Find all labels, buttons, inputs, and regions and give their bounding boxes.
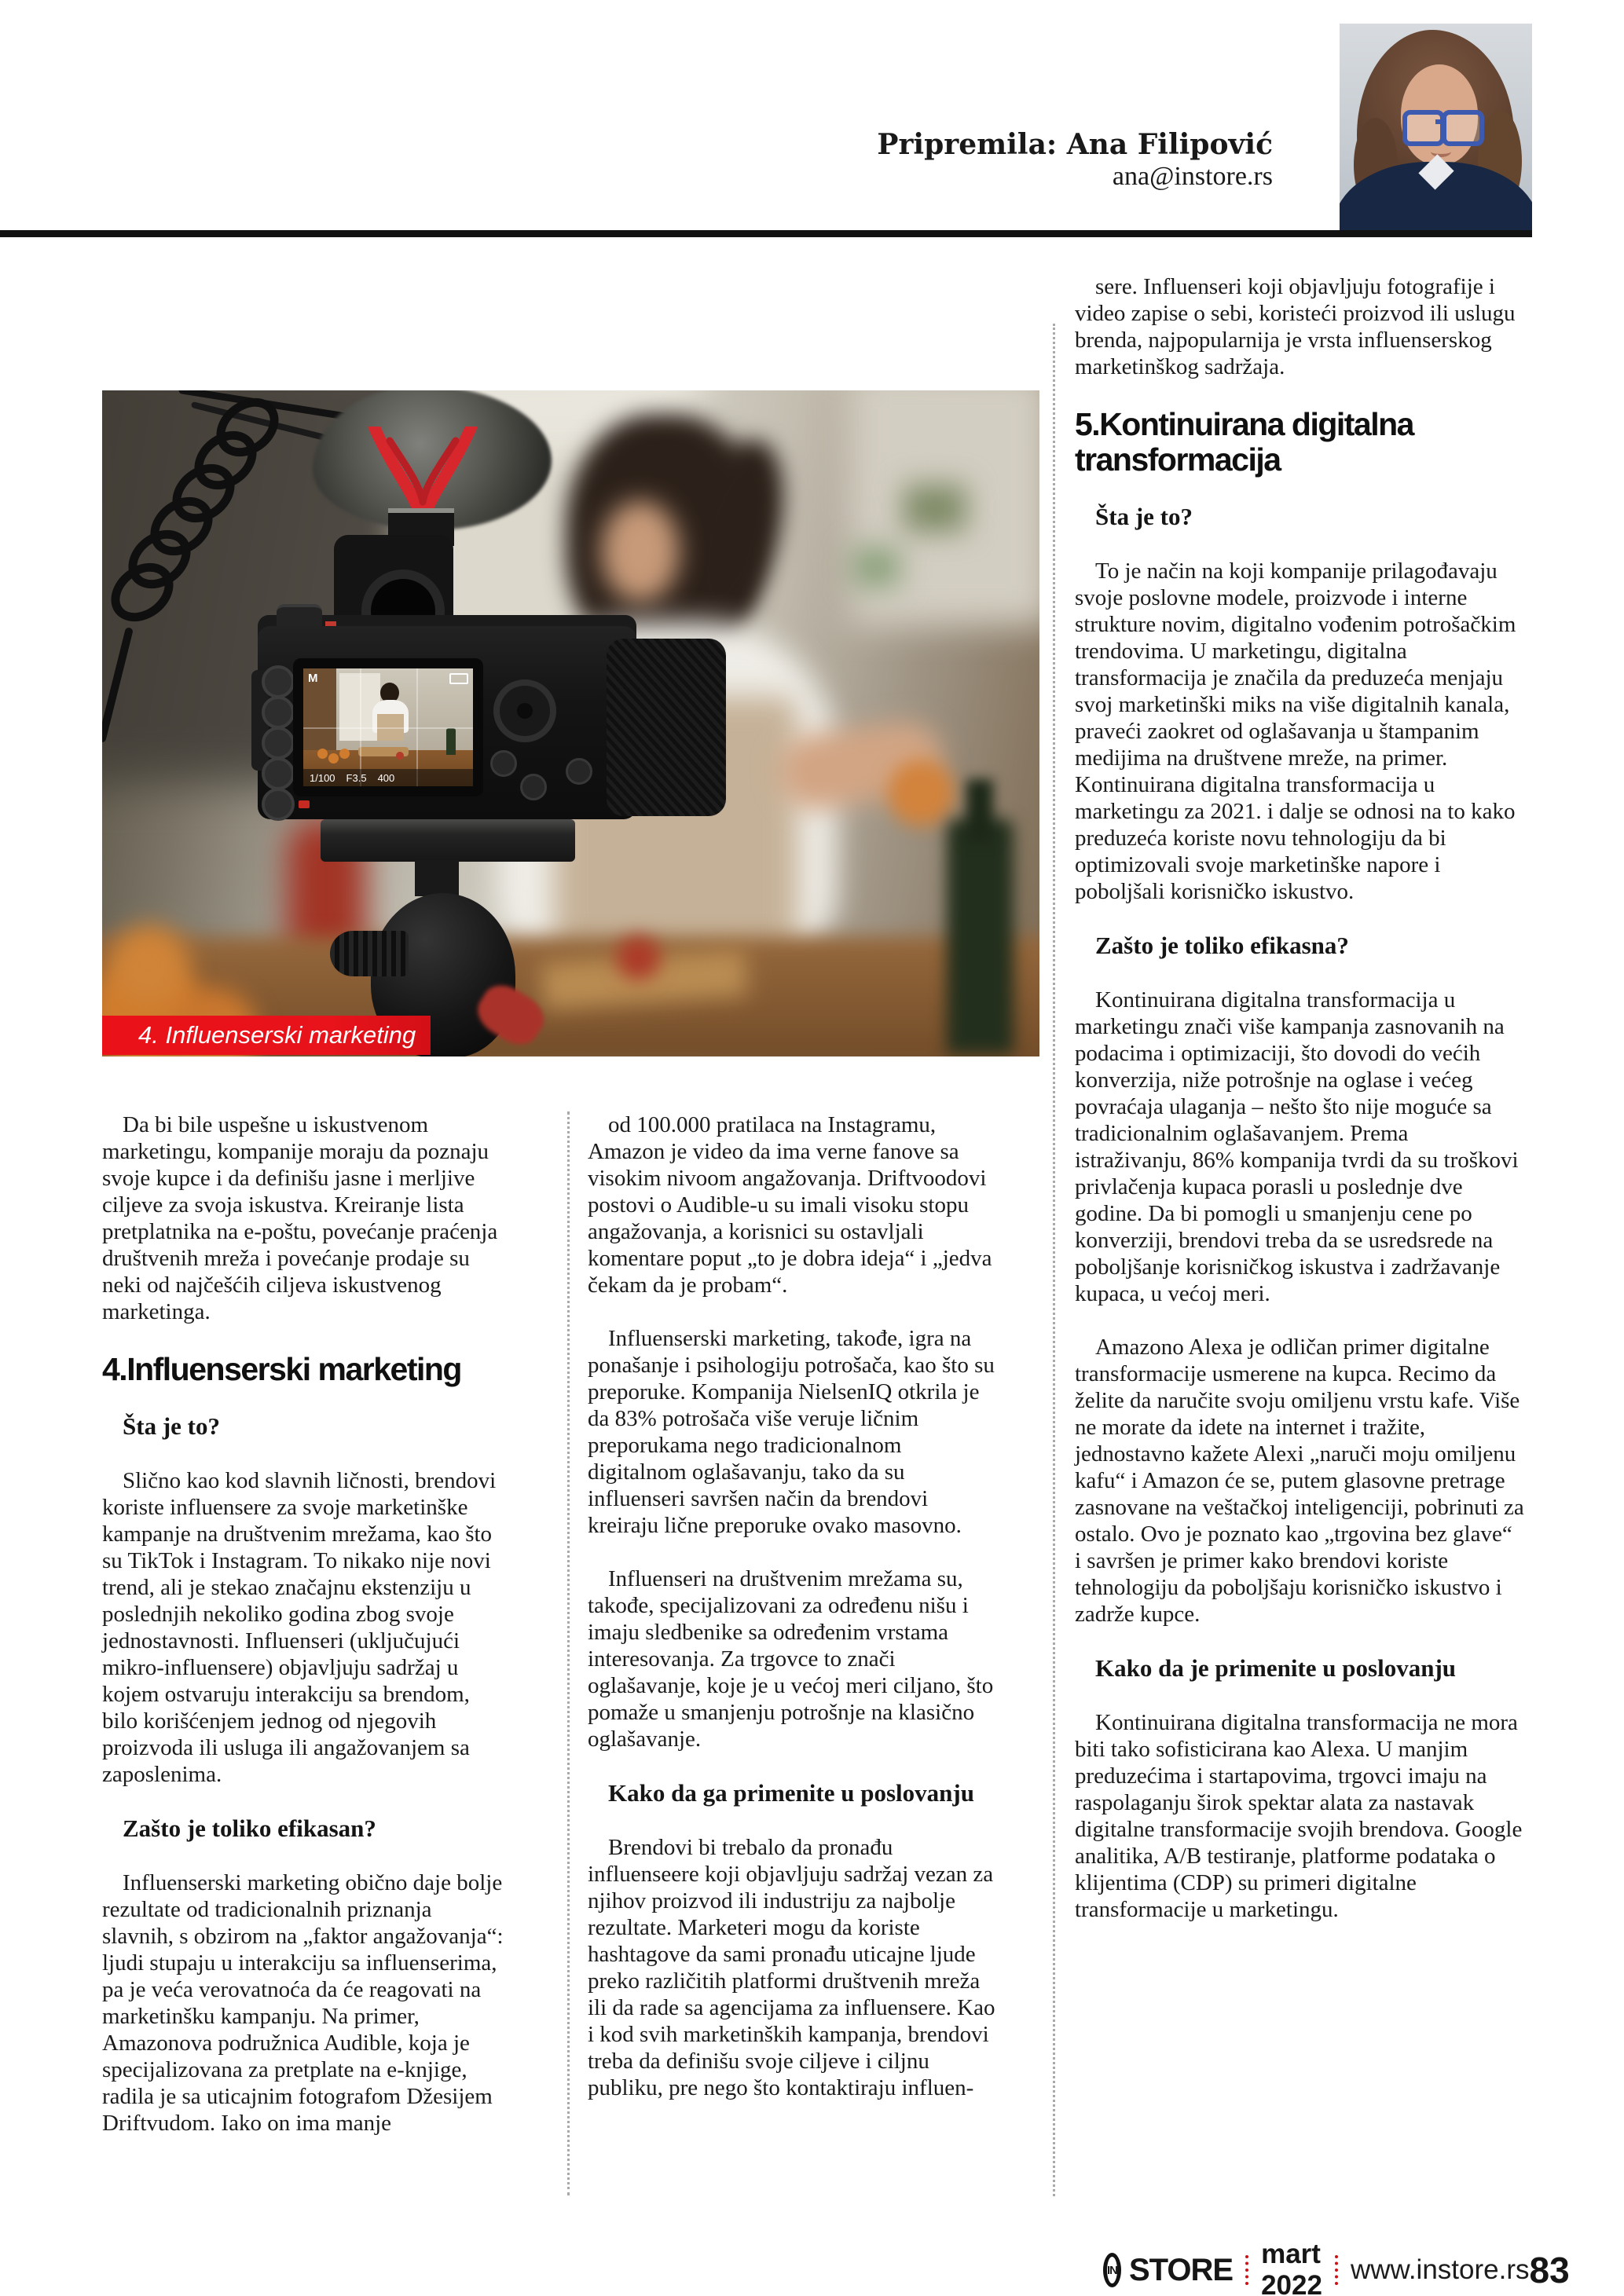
author-credit — [707, 128, 1273, 192]
record-indicator — [299, 800, 310, 808]
lcd-mini-tomato — [396, 752, 404, 760]
subheading-how-to-apply: Kako da ga primenite u poslovanju — [608, 1779, 974, 1807]
tripod-stem — [415, 860, 459, 896]
text-column-1 — [102, 1111, 508, 2163]
page-footer — [1103, 2239, 1570, 2296]
body-paragraph: Influenseri na društvenim mrežama su, takođe, specijalizovani za određenu nišu i imaju sledbenike sa određenim vrstama interesovanja. Za trgovce to znači oglašavanje, koje je u većoj meri ciljano, što pomaže u smanjenju potrošnje na klasično oglašavanje. — [588, 1566, 994, 1752]
lcd-aperture-readout: F3.5 — [346, 771, 367, 784]
camera-button — [566, 758, 592, 785]
footer-separator — [1335, 2255, 1338, 2285]
subheading-what-is-it: Šta je to? — [1095, 503, 1193, 530]
photo-caption-band — [102, 1016, 431, 1055]
issue-date: mart 2022 — [1261, 2239, 1322, 2296]
camera-button — [262, 696, 295, 729]
camera-button — [262, 788, 295, 821]
body-paragraph: Influenserski marketing, takođe, igra na ponašanje i psihologiju potrošača, kao što su preporuke. Kompanija NielsenIQ otkrila je da 83% potrošača više veruje ličnim preporukama nego tradicionalnom digitalnom oglašavanju, tako da su influenseri savršen način da brendovi kreiraju lične preporuke ovako masovno. — [588, 1326, 995, 1538]
body-paragraph: Kontinuirana digitalna transformacija ne mora biti tako sofisticirana kao Alexa. U manjim preduzećima i startapovima, trgovci imaju na raspolaganju širok spektar alata za nastavak digitalne transformacije svojih brendova. Google analitika, A/B testiranje, platforme podataka o klijentima (CDP) su primeri digitalne transformacije u marketingu. — [1075, 1710, 1523, 1922]
body-paragraph: Brendovi bi trebalo da pronađu influenseere koji objavljuju sadržaj vezan za njihov proizvod ili industriju za najbolje rezultate. Marketeri mogu da koriste hashtagove da sami pronađu uticajne ljude preko različitih platformi društvenih mreža ili da rade sa agencijama za influensere. Kao i kod svih marketinških kampanja, brendovi treba da definišu svoje ciljeve i ciljnu publiku, pre nego što kontaktiraju influen- — [588, 1835, 995, 2100]
body-paragraph: Kontinuirana digitalna transformacija u marketingu znači više kampanja zasnovanih na podacima i optimizaciji, što dovodi do većih konverzija, niže potrošnje na oglase i većeg povraćaja ulaganja – nešto što nije moguće sa tradicionalnim oglašavanjem. Prema istraživanju, 86% kompanija tvrdi da su troškovi privlačenja kupaca porasli u poslednje dve godine. Da bi pomogli u smanjenju cene po konverziji, brendovi treba da se usredsrede na poboljšanje korisničkog iskustva i zadržavanje kupaca, u većoj meri. — [1075, 987, 1519, 1306]
body-paragraph: To je način na koji kompanije prilagođavaju svoje poslovne modele, proizvode i interne strukture novim, digitalno vođenim potrošačkim trendovima. U marketingu, digitalna transformacija je značila da preduzeća menjaju svoj marketinški miks na više digitalnih kanala, praveći zaokret od oglašavanja u štampanim medijima na društvene mreže, na primer. Kontinuirana digitalna transformacija u marketingu za 2021. i dalje se odnosi na to kako preduzeća koriste novu tehnologiju da bi optimizovali svoje marketinške napore i poboljšali korisničko iskustvo. — [1075, 558, 1516, 904]
tripod-quick-release-plate — [321, 819, 575, 862]
credit-label: Pripremila: Ana Filipović — [877, 128, 1273, 161]
body-paragraph: Slično kao kod slavnih ličnosti, brendovi koriste influensere za svoje marketinške kampanje na društvenim mrežama, kao što su TikTok i Instagram. To nikako nije novi trend, ali je stekao značajnu ekstenziju u poslednjih nekoliko godina zbog svoje jednostavnosti. Influenseri (uključujući mikro-influensere) objavljuju sadržaj u kojem ostvaruju interakciju sa brendom, bilo korišćenjem jednog od njegovih proizvoda ili usluga ili angažovanjem sa zaposlenima. — [102, 1468, 497, 1787]
header-rule — [0, 230, 1532, 237]
body-paragraph: sere. Influenseri koji objavljuju fotografije i video zapise o sebi, koristeći proizvod ili uslugu brenda, najpopularnija je vrsta influenserskog marketinškog sadržaja. — [1075, 274, 1516, 379]
body-paragraph: Amazono Alexa je odličan primer digitalne transformacije usmerene na kupca. Recimo da želite da naručite svoju omiljenu vrstu kafe. Više ne morate da idete na internet i tražite, jednostavno kažete Alexi „naruči moju omiljenu kafu“ i Amazon će se, putem glasovne pretrage zasnovane na veštačkoj inteligenciji, pobrinuti za ostalo. Ovo je poznato kao „trgovina bez glave“ i savršen je primer kako brendovi koriste tehnologiju da poboljšaju korisničko iskustvo i zadrže kupce. — [1075, 1335, 1524, 1627]
instore-logo-icon: IN — [1103, 2253, 1121, 2287]
camera-button — [262, 727, 295, 760]
battery-icon — [449, 673, 468, 684]
glasses-icon — [1442, 110, 1484, 146]
tripod-knob — [330, 931, 409, 976]
lcd-settings-bar — [303, 769, 473, 786]
photo-caption: 4. Influenserski marketing — [138, 1021, 416, 1049]
body-paragraph: Da bi bile uspešne u iskustvenom marketingu, kompanije moraju da poznaju svoje kupce i da definišu jasne i merljive ciljeve za svoja iskustva. Kreiranje lista pretplatnika na e-poštu, povećanje praćenja društvenih mreža i povećanje prodaje su neki od najčešćih ciljeva iskustvenog marketinga. — [102, 1112, 498, 1324]
camera-button — [520, 774, 547, 800]
portrait-mouth-shape — [1431, 146, 1451, 157]
instore-logo-text: STORE — [1129, 2252, 1234, 2287]
subheading-why-effective: Zašto je toliko efikasna? — [1095, 932, 1349, 959]
body-paragraph: Influenserski marketing obično daje bolje rezultate od tradicionalnih priznanja slavnih, s obzirom na „faktor angažovanja“: ljudi stupaju u interakciju sa influenserima, pa je veća verovatnoća da će reagovati na marketinšku kampanju. Na primer, Amazonova podružnica Audible, koja je specijalizovana za pretplate na e-knjige, radila je sa uticajnim fotografom Džesijem Driftvudom. Iako on ima manje — [102, 1870, 504, 2136]
glasses-bridge — [1435, 119, 1443, 124]
subheading-how-to-apply: Kako da je primenite u poslovanju — [1095, 1654, 1457, 1682]
lcd-mini-bottle — [446, 728, 456, 755]
subheading-what-is-it: Šta je to? — [123, 1412, 220, 1440]
lcd-screen — [303, 668, 473, 786]
lcd-mini-orange — [328, 753, 339, 764]
body-paragraph: od 100.000 pratilaca na Instagramu, Amazon je video da ima verne fanove sa visokim nivoom angažovanja. Driftvoodovi postovi o Audible-u su imali visoku stopu angažovanja, a korisnici su ostavljali komentare poput „to je dobra ideja“ i „jedva čekam da je probam“. — [588, 1112, 992, 1298]
column-divider — [1053, 324, 1055, 2196]
camera-illustration — [102, 390, 1039, 1056]
glasses-icon — [1402, 110, 1445, 146]
coiled-cable-tail — [102, 627, 134, 743]
footer-separator — [1245, 2255, 1248, 2285]
camera-button — [262, 665, 295, 698]
camera-button — [490, 750, 517, 777]
credit-email: ana@instore.rs — [1112, 162, 1273, 191]
text-column-2 — [588, 1111, 998, 2128]
lcd-bezel — [293, 658, 483, 796]
subheading-why-effective: Zašto je toliko efikasan? — [123, 1814, 376, 1842]
lcd-mode-readout: M — [308, 672, 318, 685]
lcd-shutter-readout: 1/100 — [310, 771, 335, 784]
portrait-face-shape — [1401, 64, 1478, 165]
section-heading-digital-transformation: 5.Kontinuirana digitalna transformacija — [1075, 406, 1413, 478]
article-photo-camera-kitchen — [102, 390, 1039, 1056]
lcd-mini-orange — [317, 749, 328, 759]
column-divider — [567, 1111, 570, 2195]
section-heading-influencer-marketing: 4.Influenserski marketing — [102, 1351, 461, 1387]
camera-button — [262, 757, 295, 790]
lcd-iso-readout: 400 — [377, 771, 395, 784]
website-url: www.instore.rs — [1350, 2254, 1530, 2285]
camera-grip — [607, 639, 726, 816]
lcd-grid-line — [303, 727, 473, 729]
page-number: 83 — [1529, 2250, 1570, 2291]
multi-selector-dial — [493, 679, 556, 742]
lcd-mini-orange — [339, 749, 350, 759]
text-column-3 — [1075, 273, 1524, 1950]
author-portrait — [1340, 24, 1532, 231]
